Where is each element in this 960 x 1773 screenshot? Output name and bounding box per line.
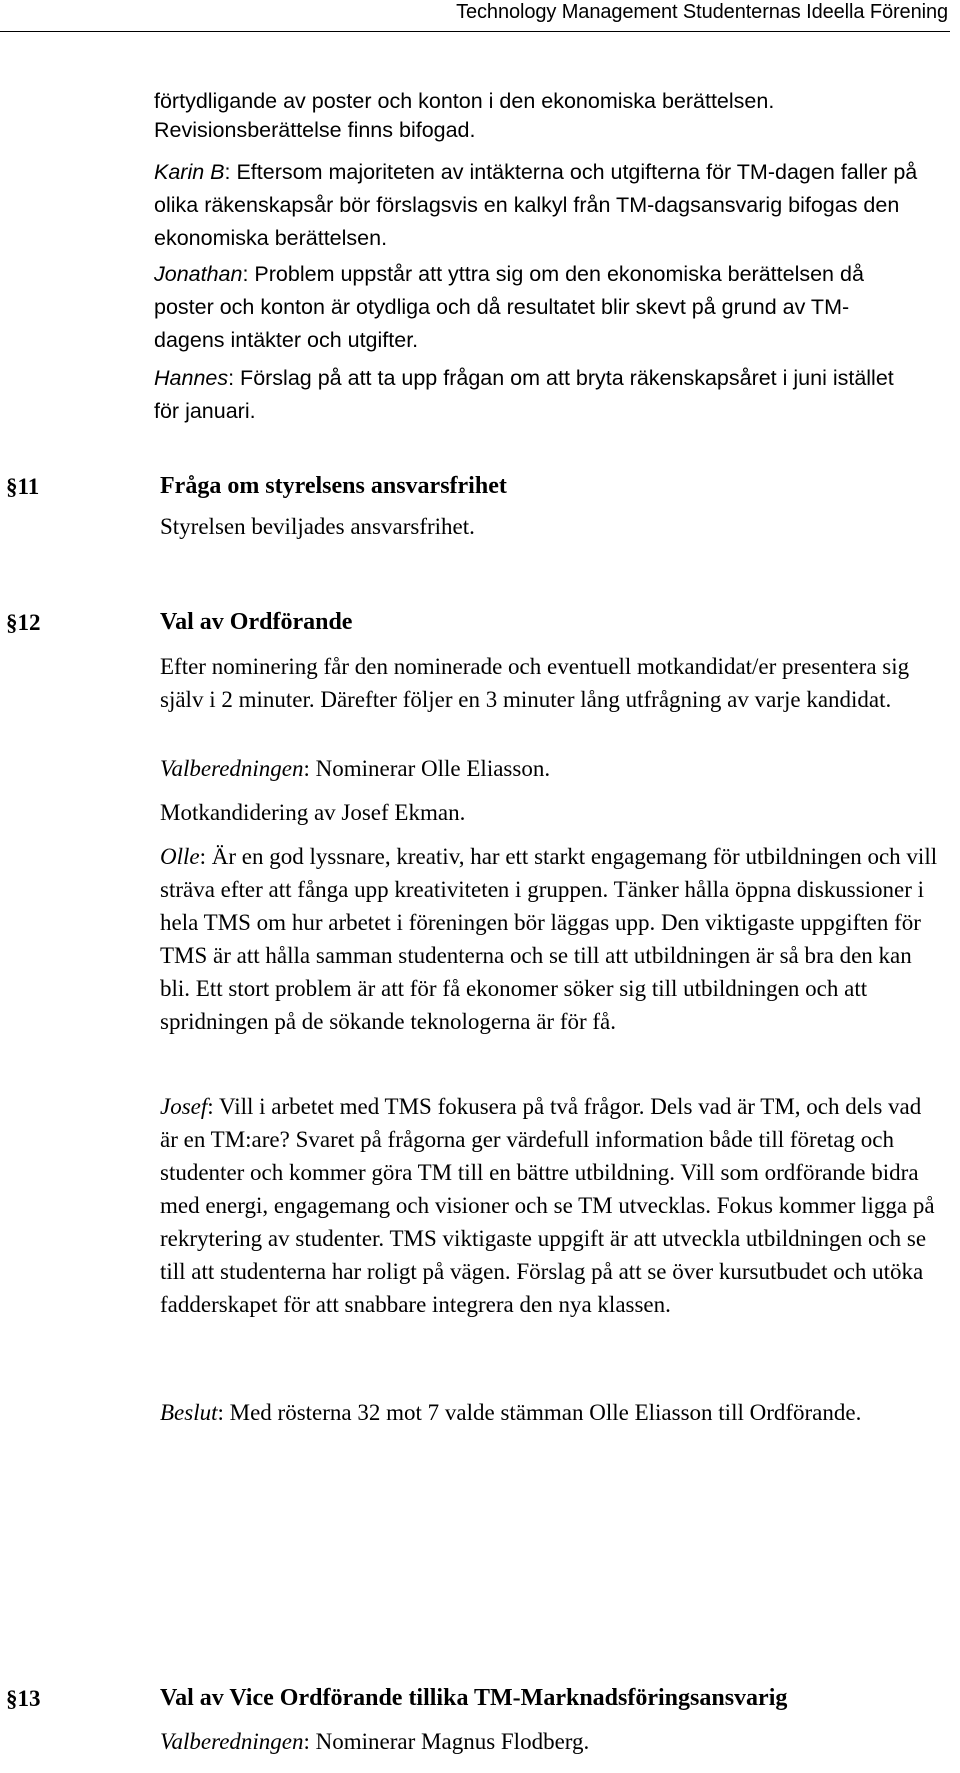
valberedning-text: : Nominerar Olle Eliasson. <box>303 756 551 781</box>
olle-text: : Är en god lyssnare, kreativ, har ett starkt engagemang för utbildningen och vill sträva efter att fånga upp kreativiteten i gruppen. Tänker hålla öppna diskussioner i hela TMS om hur arbetet i föreningen bör läggas upp. Den viktigaste uppgiften för TMS är att hålla samman studenterna och se till att utbildningen är så bra den kan bli. Ett stort problem är att för få ekonomer söker sig till utbildningen och att spridningen på de sökande teknologerna är för få. <box>160 844 938 1034</box>
section-13-number: §13 <box>6 1686 41 1711</box>
section-11-number: §11 <box>6 474 40 499</box>
section-13-title: Val av Vice Ordförande tillika TM-Marknadsföringsansvarig <box>160 1685 788 1711</box>
page-header <box>0 0 960 27</box>
speaker-karin: Karin B <box>154 160 225 184</box>
speaker-valberedningen-13: Valberedningen <box>160 1729 304 1754</box>
speaker-valberedningen: Valberedningen <box>160 756 304 781</box>
intro-line-2: Revisionsberättelse finns bifogad. <box>154 118 476 142</box>
speaker-josef: Josef <box>160 1094 208 1119</box>
karin-paragraph <box>154 156 934 255</box>
section-12-title: Val av Ordförande <box>160 609 353 635</box>
josef-text: : Vill i arbetet med TMS fokusera på två frågor. Dels vad är TM, och dels vad är en TM:are? Svaret på frågorna ger värdefull information både till företag och studenter och kommer göra TM till en bättre utbildning. Vill som ordförande bidra med energi, engagemang och visioner och se TM utvecklas. Fokus kommer ligga på rekrytering av studenter. TMS viktigaste uppgift är att utveckla utbildningen och se till att studenterna har roligt på vägen. Förslag på att se över kursutbudet och utöka fadderskapet för att snabbare integrera den nya klassen. <box>160 1094 935 1317</box>
header-title: Technology Management Studenternas Ideella Förening <box>456 1 948 23</box>
karin-text: : Eftersom majoriteten av intäkterna och utgifterna för TM-dagen faller på olika räkenskapsår bör förslagsvis en kalkyl från TM-dagsansvarig bifogas den ekonomiska berättelsen. <box>154 160 918 250</box>
section-11-title: Fråga om styrelsens ansvarsfrihet <box>160 473 507 499</box>
section-11-body: Styrelsen beviljades ansvarsfrihet. <box>160 514 475 539</box>
intro-line-1: förtydligande av poster och konton i den ekonomiska berättelsen. <box>154 89 775 113</box>
josef-paragraph <box>160 1090 940 1321</box>
speaker-hannes: Hannes <box>154 366 229 390</box>
jonathan-paragraph <box>154 258 894 357</box>
jonathan-text: : Problem uppstår att yttra sig om den ekonomiska berättelsen då poster och konton är otydliga och då resultatet blir skevt på grund av TM-dagens intäkter och utgifter. <box>154 262 864 352</box>
section-12-number: §12 <box>6 610 41 635</box>
hannes-paragraph <box>154 362 914 428</box>
speaker-jonathan: Jonathan <box>154 262 243 286</box>
olle-paragraph <box>160 840 940 1038</box>
beslut-paragraph <box>160 1396 920 1429</box>
motkandidering: Motkandidering av Josef Ekman. <box>160 800 466 825</box>
header-rule <box>0 31 950 32</box>
speaker-olle: Olle <box>160 844 200 869</box>
section-13-valberedning <box>160 1725 950 1758</box>
beslut-text: : Med rösterna 32 mot 7 valde stämman Olle Eliasson till Ordförande. <box>217 1400 862 1425</box>
section-13-valberedning-text: : Nominerar Magnus Flodberg. <box>303 1729 590 1754</box>
valberedning-paragraph <box>160 752 950 785</box>
hannes-text: : Förslag på att ta upp frågan om att bryta räkenskapsåret i juni istället för januari. <box>154 366 894 423</box>
section-12-intro: Efter nominering får den nominerade och eventuell motkandidat/er presentera sig själv i 2 minuter. Därefter följer en 3 minuter lång utfrågning av varje kandidat. <box>160 654 910 712</box>
speaker-beslut: Beslut <box>160 1400 218 1425</box>
